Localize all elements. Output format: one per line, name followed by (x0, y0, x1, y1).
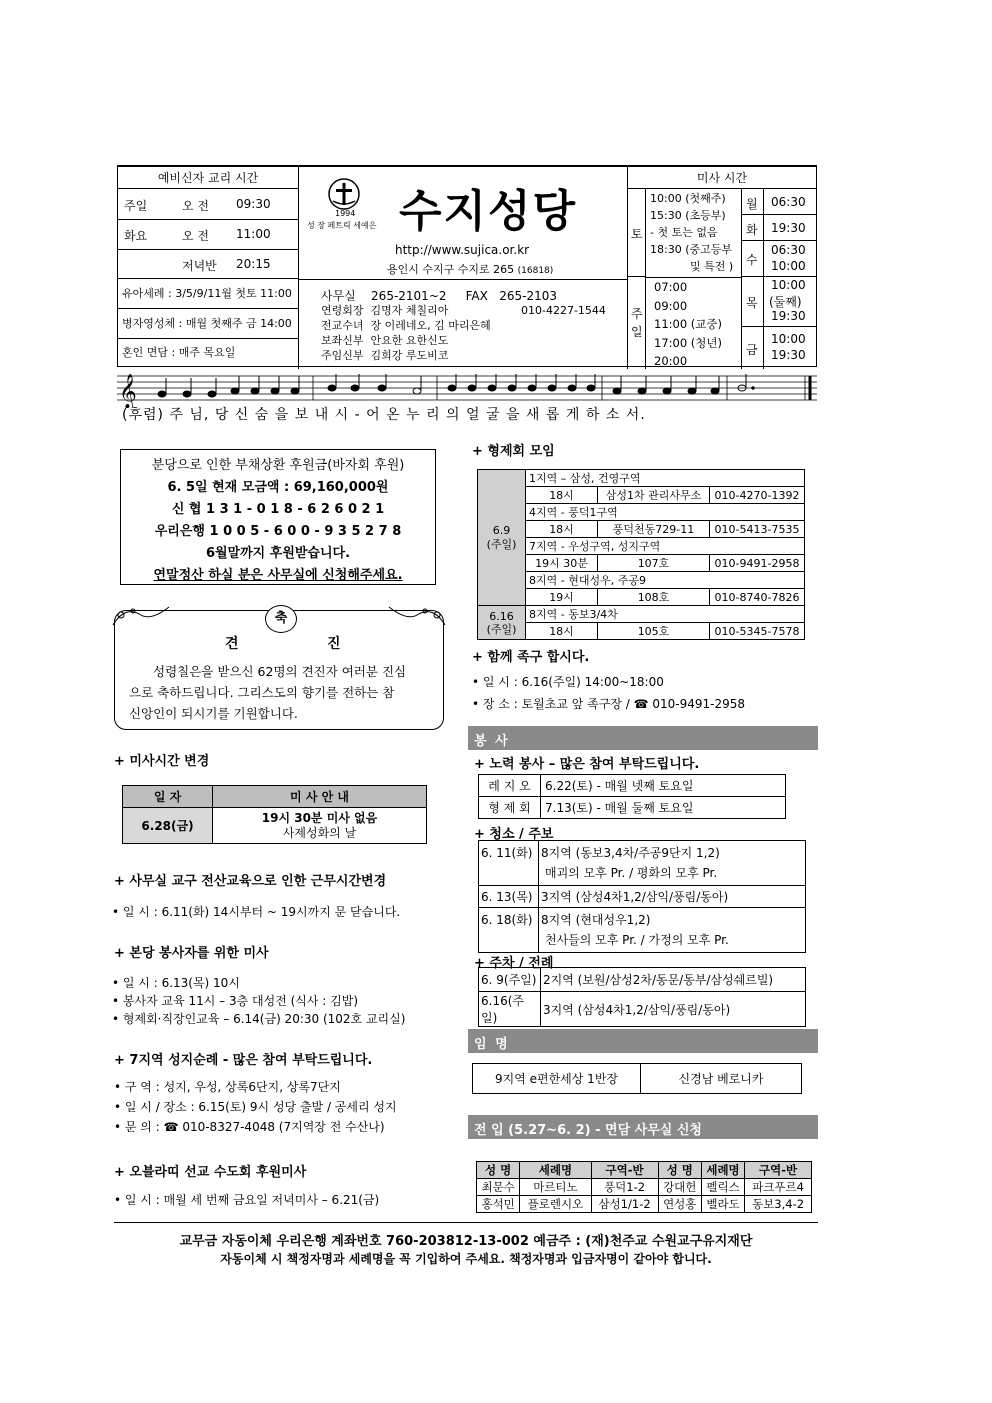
confirmation-line: 성령칠은을 받으신 62명의 견진자 여러분 진심 (153, 664, 407, 679)
transfer-header: 성 명 (658, 1162, 701, 1179)
catechism-column (118, 167, 299, 369)
transfer-cell: 동보3,4-2 (745, 1196, 812, 1213)
weekday-row (741, 277, 816, 327)
fundraising-box (120, 449, 436, 585)
weekday-label: 금 (746, 343, 758, 357)
catechism-ampm: 오 전 (182, 199, 209, 213)
list-item: • 문 의 : ☎ 010-8327-4048 (7지역장 전 수산나) (114, 1120, 385, 1134)
sat-times (650, 190, 733, 275)
appointment-person: 신경남 베로니카 (641, 1064, 802, 1094)
group-place: 107호 (598, 555, 710, 572)
transfer-header: 구역-반 (745, 1162, 812, 1179)
jokgu-list (472, 671, 745, 715)
staff-name: 김명자 체칠리아 (370, 304, 449, 317)
appointment-section-bar: 임 명 (468, 1029, 818, 1053)
pilgrimage-list (114, 1077, 397, 1137)
group-phone: 010-5413-7535 (710, 521, 805, 538)
group-phone: 010-9491-2958 (710, 555, 805, 572)
sun-cell (628, 277, 646, 369)
sat-time: 및 특전 ) (690, 260, 734, 273)
staff-phone: 010-4227-1544 (521, 304, 606, 317)
labor-group: 레 지 오 (479, 775, 541, 797)
transfer-cell: 최문수 (477, 1179, 520, 1196)
group-area: 7지역 - 우성구역, 성지구역 (526, 538, 805, 555)
mass-change-date: 6.28(금) (123, 808, 213, 844)
fundraising-deadline: 6월말까지 후원받습니다. (205, 546, 351, 561)
church-info-column (299, 167, 628, 369)
floral-ornament-icon (387, 603, 447, 633)
group-place: 105호 (598, 623, 710, 640)
catechism-ampm: 저녁반 (182, 259, 217, 273)
group-area: 1지역 – 삼성, 건영구역 (526, 470, 805, 487)
group-place: 108호 (598, 589, 710, 606)
cleaning-date: 6. 13(목) (479, 886, 539, 908)
table-row (477, 1179, 812, 1196)
cleaning-table (478, 840, 806, 953)
group-day: (주일) (486, 537, 517, 551)
confirmation-title-left: 견 (225, 636, 239, 652)
group-date: 6.16 (489, 609, 514, 623)
weekday-label: 목 (746, 296, 758, 310)
list-item: • 일 시 : 6.13(목) 10시 (112, 976, 240, 990)
brotherhood-heading: + 형제회 모임 (472, 444, 555, 459)
weekday-row (741, 215, 816, 241)
cleaning-line: 8지역 (현대성우1,2) (541, 913, 651, 927)
mass-title: 미사 시간 (628, 167, 816, 189)
confirmation-box (114, 610, 444, 730)
sat-label: 토 (631, 227, 643, 241)
weekday-label: 월 (746, 197, 758, 211)
sun-time: 17:00 (청년) (654, 335, 722, 350)
staff-row (321, 318, 491, 333)
catechism-time: 20:15 (236, 257, 271, 271)
sat-cell (628, 189, 646, 277)
office-hours-item: • 일 시 : 6.11(화) 14시부터 ~ 19시까지 문 닫습니다. (112, 905, 401, 919)
staff-row (321, 333, 491, 348)
cleaning-desc (539, 908, 806, 953)
fundraising-title: 분당으로 인한 부채상환 후원금(바자회 후원) (151, 458, 405, 473)
appointment-position: 9지역 e편한세상 1반장 (473, 1064, 641, 1094)
mass-change-info-line: 사제성화의 날 (282, 825, 357, 840)
transfer-cell: 파크푸르4 (745, 1179, 812, 1196)
transfer-cell: 홍석민 (477, 1196, 520, 1213)
footer-line2: 자동이체 시 책정자명과 세례명을 꼭 기입하여 주세요. 책정자명과 입금자명이 같아야 합니다. (220, 1252, 712, 1266)
address-text: 용인시 수지구 수지로 265 (387, 263, 515, 276)
group-area: 8지역 - 현대성우, 주공9 (526, 572, 805, 589)
brotherhood-table (477, 469, 805, 640)
mass-change-info-line: 19시 30분 미사 없음 (261, 810, 378, 825)
staff-role: 전교수녀 (321, 319, 364, 332)
floral-ornament-icon (111, 603, 171, 633)
labor-table (478, 774, 786, 819)
staff-role: 보좌신부 (321, 334, 364, 347)
group-date-cell (478, 470, 526, 606)
transfer-cell: 강대헌 (658, 1179, 701, 1196)
office-phone: 265-2101~2 (371, 289, 447, 303)
group-date-cell (478, 606, 526, 640)
transfer-cell: 펠릭스 (701, 1179, 744, 1196)
weekday-time: 19:30 (771, 221, 806, 235)
cleaning-line: 8지역 (동보3,4차/주공9단지 1,2) (541, 846, 720, 860)
list-item: • 구 역 : 성지, 우성, 상록6단지, 상록7단지 (114, 1080, 341, 1094)
church-name: 수지성당 (399, 186, 578, 237)
group-time: 18시 (526, 487, 598, 504)
footer-divider (114, 1222, 818, 1223)
sun-time: 20:00 (654, 354, 688, 368)
postal-code: (16818) (517, 266, 554, 276)
group-area: 4지역 - 풍덕1구역 (526, 504, 805, 521)
weekday-time: 10:00 (771, 278, 806, 292)
sat-time: 18:30 (중고등부 (650, 243, 732, 256)
group-day: (주일) (486, 622, 517, 636)
fax-number: 265-2103 (499, 289, 558, 303)
office-contact (321, 287, 557, 304)
mass-change-col-info: 미 사 안 내 (213, 786, 427, 808)
transfer-header: 성 명 (477, 1162, 520, 1179)
confirmation-body (129, 661, 406, 724)
list-item: • 봉사자 교육 11시 – 3층 대성전 (식사 : 김밥) (112, 994, 359, 1008)
fundraising-woori: 우리은행 1 0 0 5 - 6 0 0 - 9 3 5 2 7 8 (154, 524, 402, 539)
confirmation-title-right: 진 (327, 636, 341, 652)
cleaning-date: 6. 11(화) (479, 841, 539, 886)
group-place: 풍덕천동729-11 (598, 521, 710, 538)
list-item: • 장 소 : 토월초교 앞 족구장 / ☎ 010-9491-2958 (472, 697, 746, 711)
staff-name: 장 이레네오, 김 마리은혜 (370, 319, 491, 332)
parking-table (478, 967, 806, 1027)
group-area: 8지역 - 동보3/4차 (526, 606, 805, 623)
volunteer-mass-list (112, 974, 405, 1028)
office-hours-heading: + 사무실 교구 전산교육으로 인한 근무시간변경 (114, 874, 387, 889)
pilgrimage-heading: + 7지역 성지순례 - 많은 참여 부탁드립니다. (114, 1053, 373, 1068)
weekday-label: 화 (746, 223, 758, 237)
mass-change-info (213, 808, 427, 844)
cleaning-desc: 3지역 (삼성4차1,2/삼익/풍림/동아) (539, 886, 806, 908)
infant-baptism: 유아세례 : 3/5/9/11월 첫토 11:00 (118, 279, 298, 309)
sat-time: 10:00 (첫째주) (650, 192, 726, 205)
celebration-badge: 축 (265, 605, 297, 633)
church-logo-icon (327, 177, 361, 211)
group-phone: 010-4270-1392 (710, 487, 805, 504)
music-lyrics: (후렴) 주 님, 당 신 숨 을 보 내 시 - 어 온 누 리 의 얼 굴 을 새 롭 게 하 소 서. (122, 407, 646, 423)
transfer-cell: 풍덕1-2 (591, 1179, 658, 1196)
list-item: • 일 시 / 장소 : 6.15(토) 9시 성당 출발 / 공세리 성지 (114, 1100, 397, 1114)
weekday-row (741, 327, 816, 369)
transfer-cell: 플로렌시오 (520, 1196, 591, 1213)
oblates-item: • 일 시 : 매월 세 번째 금요일 저녁미사 – 6.21(금) (114, 1193, 380, 1207)
group-time: 19시 (526, 589, 598, 606)
mass-times-column (628, 167, 816, 369)
parking-desc: 2지역 (보원/삼성2차/동문/동부/삼성쉐르빌) (541, 968, 806, 992)
fundraising-shinhyup: 신 협 1 3 1 - 0 1 8 - 6 2 6 0 2 1 (171, 502, 385, 517)
oblates-heading: + 오블라띠 선교 수도회 후원미사 (114, 1165, 307, 1180)
list-item: • 형제회·직장인교육 – 6.14(금) 20:30 (102호 교리실) (112, 1012, 406, 1026)
parking-date: 6. 9(주일) (479, 968, 541, 992)
mass-change-table (122, 785, 427, 844)
catechism-time: 09:30 (236, 197, 271, 211)
labor-desc: 6.22(토) - 매월 넷째 토요일 (541, 775, 786, 797)
weekday-time: 06:30 (771, 195, 806, 209)
sun-time: 07:00 (654, 280, 688, 294)
sun-times (654, 278, 722, 371)
fax-label: FAX (465, 289, 488, 303)
appointment-table (472, 1063, 802, 1094)
weekday-time: 19:30 (771, 309, 806, 323)
confirmation-line: 신앙인이 되시기를 기원합니다. (129, 706, 298, 721)
transfer-header: 구역-반 (591, 1162, 658, 1179)
group-time: 18시 (526, 521, 598, 538)
address (387, 261, 553, 277)
volunteer-mass-heading: + 본당 봉사자를 위한 미사 (114, 946, 269, 961)
staff-role: 주임신부 (321, 349, 364, 362)
mass-change-heading: + 미사시간 변경 (114, 754, 210, 769)
weekday-time: (둘째) (769, 295, 802, 309)
music-staff (117, 370, 817, 408)
group-phone: 010-8740-7826 (710, 589, 805, 606)
logo-year: 1994 (335, 209, 356, 218)
transfer-cell: 삼성1/1-2 (591, 1196, 658, 1213)
weekday-time: 10:00 (771, 332, 806, 346)
catechism-ampm: 오 전 (182, 229, 209, 243)
fundraising-amount: 6. 5일 현재 모금액 : 69,160,000원 (167, 480, 389, 495)
service-section-bar: 봉 사 (468, 726, 818, 750)
jokgu-heading: + 함께 족구 합시다. (472, 650, 590, 665)
staff-name: 안요한 요한신도 (370, 334, 449, 347)
weekday-row (741, 241, 816, 277)
table-row (477, 1196, 812, 1213)
marriage-counsel: 혼인 면담 : 매주 목요일 (122, 346, 236, 359)
group-phone: 010-5345-7578 (710, 623, 805, 640)
transfer-header: 세례명 (520, 1162, 591, 1179)
weekday-time: 10:00 (771, 259, 806, 273)
sat-time: - 첫 토는 없음 (650, 226, 718, 239)
cleaning-desc (539, 841, 806, 886)
logo-caption: 성 장 페트릭 세예은 (307, 221, 377, 230)
website-link[interactable]: http://www.sujica.or.kr (395, 243, 530, 257)
staff-list (321, 303, 606, 363)
transfer-table (476, 1161, 812, 1213)
weekday-label: 수 (746, 253, 758, 267)
catechism-time: 11:00 (236, 227, 271, 241)
catechism-table (118, 189, 298, 279)
sun-time: 09:00 (654, 298, 688, 313)
confirmation-line: 으로 축하드립니다. 그리스도의 향기를 전하는 참 (129, 685, 395, 700)
header-box (117, 165, 817, 367)
catechism-day: 주일 (124, 199, 148, 213)
catechism-day: 화요 (124, 229, 148, 243)
group-date: 6.9 (492, 523, 511, 537)
parking-heading: + 주차 / 전례 (474, 956, 554, 971)
cleaning-heading: + 청소 / 주보 (474, 827, 554, 842)
sat-time: 15:30 (초등부) (650, 209, 726, 222)
staff-role: 연령회장 (321, 304, 364, 317)
transfer-cell: 마르티노 (520, 1179, 591, 1196)
sick-communion: 병자영성체 : 매월 첫째주 금 14:00 (118, 309, 298, 339)
fundraising-tax-note: 연말정산 하실 분은 사무실에 신청해주세요. (153, 568, 403, 583)
staff-row (321, 303, 606, 318)
labor-group: 형 제 회 (479, 797, 541, 819)
labor-heading: + 노력 봉사 – 많은 참여 부탁드립니다. (474, 757, 700, 772)
cleaning-line: 천사들의 모후 Pr. / 가정의 모후 Pr. (545, 933, 729, 947)
group-place: 삼성1차 관리사무소 (598, 487, 710, 504)
cleaning-date: 6. 18(화) (479, 908, 539, 953)
sun-time: 11:00 (교중) (654, 317, 722, 331)
svg-text:𝄞: 𝄞 (119, 374, 137, 408)
transfer-header: 세례명 (701, 1162, 744, 1179)
staff-name: 김희강 루도비코 (370, 349, 449, 362)
parking-desc: 3지역 (삼성4차1,2/삼익/풍림/동아) (541, 992, 806, 1027)
group-time: 19시 30분 (526, 555, 598, 572)
transfer-section-bar: 전 입 (5.27~6. 2) - 면담 사무실 신청 (468, 1115, 818, 1139)
mass-change-col-date: 일 자 (123, 786, 213, 808)
office-label: 사무실 (321, 289, 356, 303)
list-item: • 일 시 : 6.16(주일) 14:00~18:00 (472, 675, 664, 689)
weekday-row (741, 189, 816, 215)
sun-label: 주일 (631, 307, 643, 339)
staff-row (321, 348, 491, 363)
group-time: 18시 (526, 623, 598, 640)
catechism-title: 예비신자 교리 시간 (118, 167, 298, 189)
labor-desc: 7.13(토) - 매월 둘째 토요일 (541, 797, 786, 819)
transfer-cell: 연성홍 (658, 1196, 701, 1213)
cleaning-line: 매괴의 모후 Pr. / 평화의 모후 Pr. (545, 866, 718, 880)
weekday-time: 19:30 (771, 348, 806, 362)
parking-date: 6.16(주일) (479, 992, 541, 1027)
weekday-time: 06:30 (771, 243, 806, 257)
footer-line1: 교무금 자동이체 우리은행 계좌번호 760-203812-13-002 예금주 : (재)천주교 수원교구유지재단 (179, 1234, 753, 1249)
transfer-cell: 벨라도 (701, 1196, 744, 1213)
